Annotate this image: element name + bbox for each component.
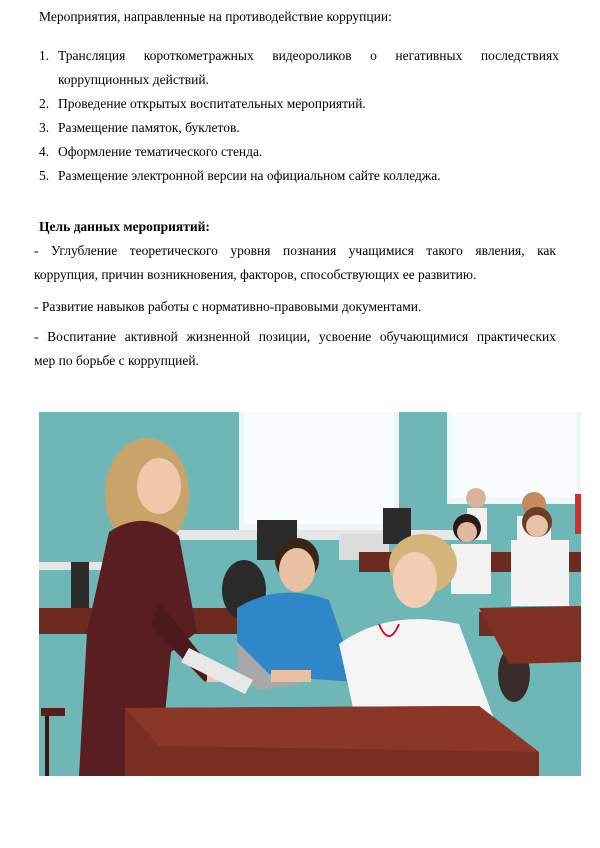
measures-list [39,44,559,188]
list-item-text: Оформление тематического стенда. [58,144,263,159]
goal-paragraph [34,239,556,287]
classroom-illustration [39,412,581,776]
list-number: 2. [39,96,50,111]
list-item [39,164,559,188]
goal-line2: мер по борьбе с коррупцией. [34,353,199,368]
goal-heading: Цель данных мероприятий: [39,219,210,234]
monitor [71,562,89,610]
list-number: 3. [39,120,50,135]
list-item-text: Размещение электронной версии на официальном сайте колледжа. [58,168,441,183]
list-item-text-line1: Трансляция короткометражных видеороликов о негативных последствиях [58,48,559,63]
goal-line1: - Воспитание активной жизненной позиции, усвоение обучающимися практических [34,329,556,344]
goal-paragraph [34,325,556,373]
classroom-photo [39,412,581,776]
list-item-text-line2: коррупционных действий. [58,72,209,87]
stool [41,708,65,716]
list-item [39,140,559,164]
list-number: 1. [39,48,50,63]
list-item [39,116,559,140]
goal-line1: - Углубление теоретического уровня познания учащимися такого явления, как [34,243,556,258]
list-item-text: Проведение открытых воспитательных мероприятий. [58,96,366,111]
list-item-text: Размещение памяток, буклетов. [58,120,240,135]
goal-line2: коррупция, причин возникновения, факторов, способствующих ее развитию. [34,267,477,282]
intro-text: Мероприятия, направленные на противодействие коррупции: [39,9,392,24]
list-number: 4. [39,144,50,159]
goal-paragraph [34,295,556,319]
goal-line1: - Развитие навыков работы с нормативно-правовыми документами. [34,299,422,314]
list-number: 5. [39,168,50,183]
list-item [39,44,559,92]
list-item [39,92,559,116]
